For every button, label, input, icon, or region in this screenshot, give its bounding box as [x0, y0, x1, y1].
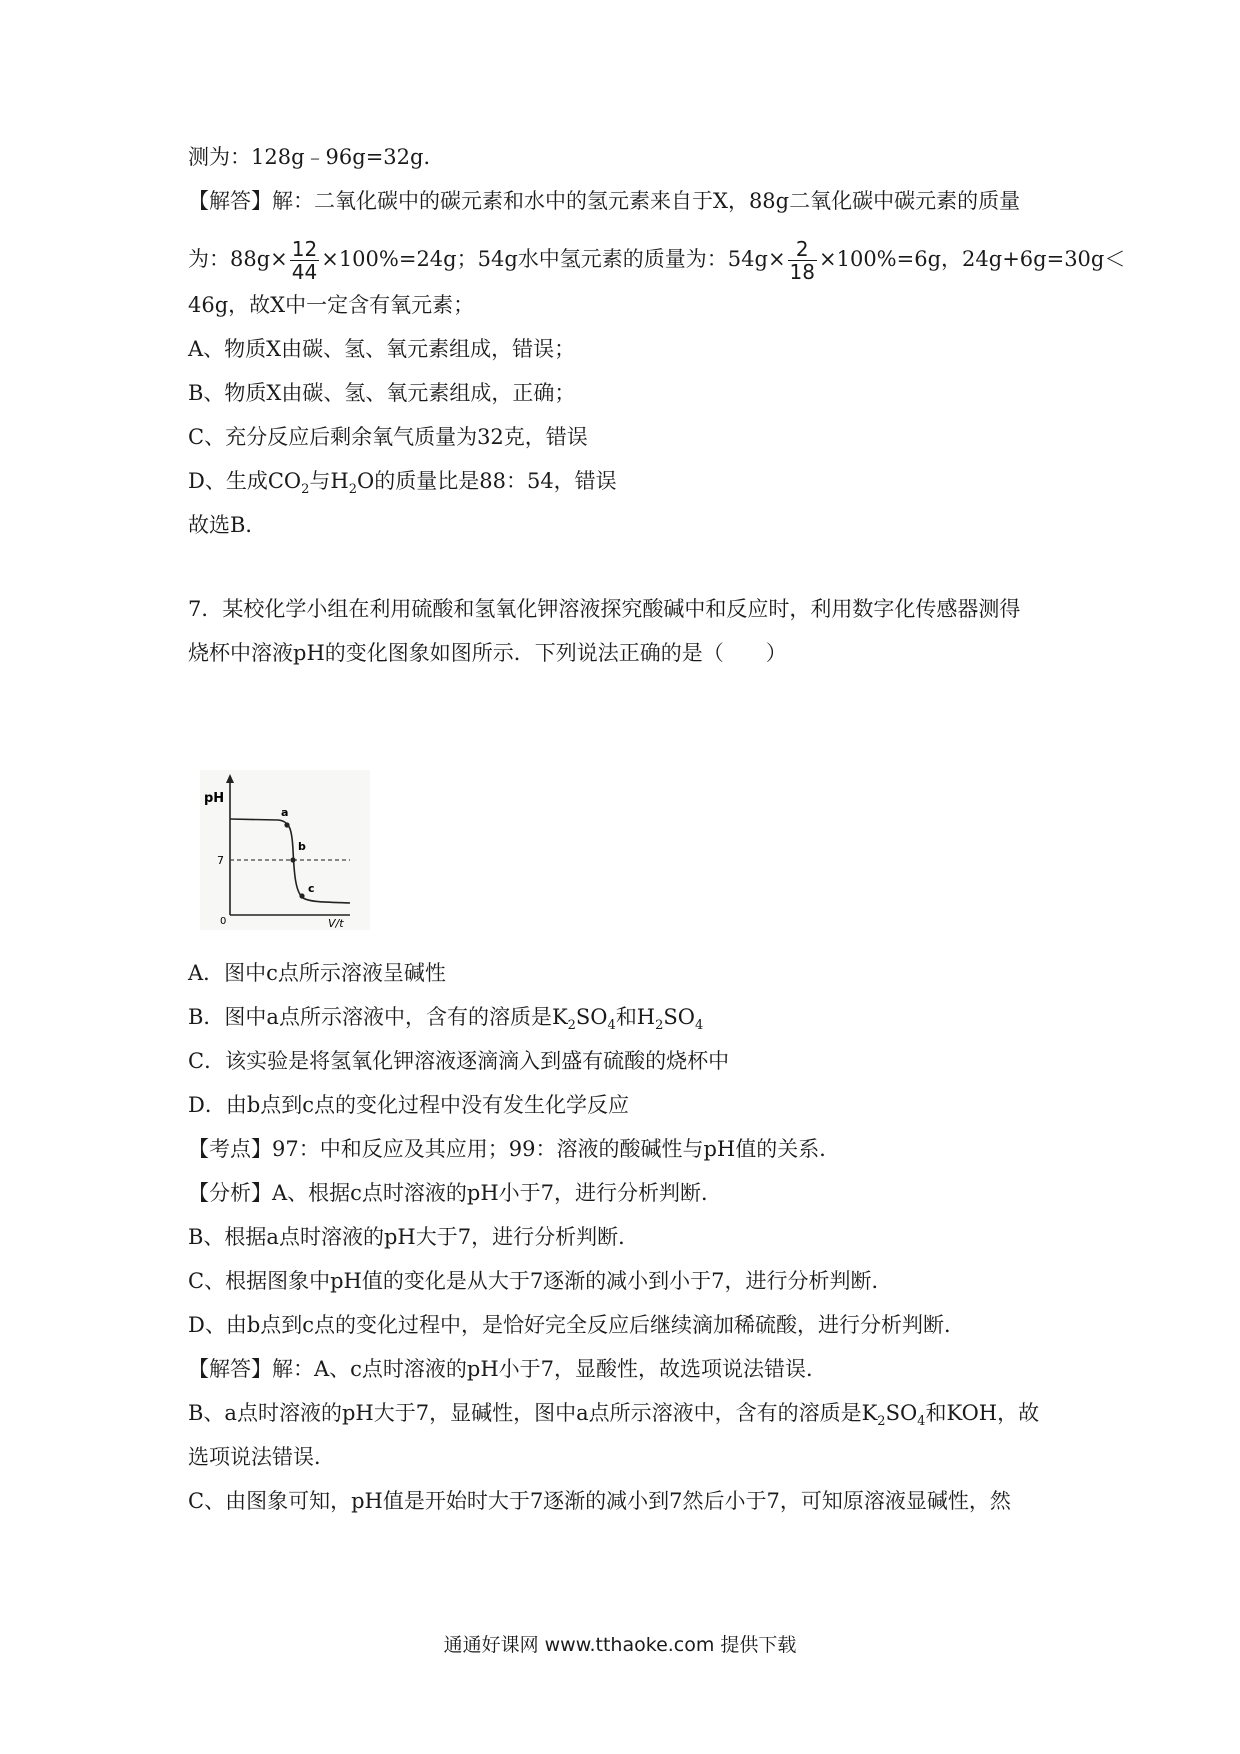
text-line	[188, 466, 1068, 505]
text-segment: 与H	[309, 469, 349, 493]
point-a-marker	[284, 822, 289, 827]
subscript: 2	[567, 1018, 576, 1034]
subscript: 4	[695, 1018, 704, 1034]
text-line: 46g，故X中一定含有氧元素；	[188, 293, 475, 317]
denominator: 18	[789, 260, 815, 284]
text-segment: D、生成CO	[188, 469, 302, 493]
point-b-marker	[290, 857, 295, 862]
numerator: 2	[788, 238, 817, 261]
text-line: 故选B．	[188, 513, 267, 537]
point-c-marker	[299, 893, 304, 898]
text-segment: B、a点时溶液的pH大于7，显碱性，图中a点所示溶液中，含有的溶质是K	[188, 1401, 878, 1425]
analysis-line: B、根据a点时溶液的pH大于7，进行分析判断．	[188, 1225, 640, 1249]
point-a-label: a	[281, 806, 289, 819]
text-segment: 和H	[615, 1005, 656, 1029]
numerator: 12	[291, 237, 318, 261]
option-a: A．图中c点所示溶液呈碱性	[188, 961, 446, 985]
text-line: A、物质X由碳、氢、氧元素组成，错误；	[188, 337, 576, 361]
subscript: 4	[917, 1414, 926, 1430]
question-7-line-2: 烧杯中溶液pH的变化图象如图所示．下列说法正确的是（ ）	[188, 641, 787, 665]
text-segment: O的质量比是88：54，错误	[357, 469, 617, 493]
formula-line	[188, 234, 1126, 284]
point-c-label: c	[308, 882, 315, 895]
text-segment: SO	[663, 1005, 696, 1029]
text-line: 测为：128g﹣96g=32g．	[188, 145, 445, 169]
text-line: B、物质X由碳、氢、氧元素组成，正确；	[188, 381, 576, 405]
text-segment: 和KOH，故	[925, 1401, 1040, 1425]
x-axis-label: V/t	[328, 917, 344, 930]
subscript: 4	[607, 1018, 616, 1034]
option-b	[188, 1002, 1068, 1041]
option-c: C．该实验是将氢氧化钾溶液逐滴滴入到盛有硫酸的烧杯中	[188, 1049, 730, 1073]
subscript: 2	[655, 1018, 664, 1034]
y-axis-label: pH	[204, 791, 225, 806]
text-segment: SO	[575, 1005, 608, 1029]
answer-line: C、由图象可知，pH值是开始时大于7逐渐的减小到7然后小于7，可知原溶液显碱性，然	[188, 1489, 1011, 1513]
answer-line: 【解答】解：A、c点时溶液的pH小于7，显酸性，故选项说法错误．	[188, 1357, 828, 1381]
analysis-line: 【分析】A、根据c点时溶液的pH小于7，进行分析判断．	[188, 1181, 723, 1205]
kaodian-line: 【考点】97：中和反应及其应用；99：溶液的酸碱性与pH值的关系．	[188, 1137, 841, 1161]
fraction-12-44	[290, 238, 319, 283]
text-segment: B．图中a点所示溶液中，含有的溶质是K	[188, 1005, 568, 1029]
subscript: 2	[877, 1414, 886, 1430]
ph-curve-figure	[200, 770, 370, 930]
point-b-label: b	[298, 840, 306, 853]
text-segment: ×100%=24g；54g水中氢元素的质量为：54g×	[321, 247, 786, 271]
subscript: 2	[301, 482, 310, 498]
fraction-2-18	[788, 238, 817, 283]
text-segment: 为：88g×	[188, 247, 288, 271]
ph-curve-svg	[200, 770, 370, 930]
denominator: 44	[291, 260, 318, 284]
analysis-line: C、根据图象中pH值的变化是从大于7逐渐的减小到小于7，进行分析判断．	[188, 1269, 893, 1293]
tick-label-7: 7	[217, 854, 224, 867]
question-7-line-1: 7．某校化学小组在利用硫酸和氢氧化钾溶液探究酸碱中和反应时，利用数字化传感器测得	[188, 597, 1021, 621]
text-segment: ×100%=6g，24g+6g=30g＜	[819, 247, 1126, 271]
figure-background	[200, 770, 370, 930]
answer-line: 选项说法错误．	[188, 1445, 335, 1469]
text-segment: SO	[885, 1401, 918, 1425]
page-footer: 通通好课网 www.tthaoke.com 提供下载	[443, 1634, 797, 1656]
origin-label: 0	[220, 916, 227, 927]
analysis-line: D、由b点到c点的变化过程中，是恰好完全反应后继续滴加稀硫酸，进行分析判断．	[188, 1313, 966, 1337]
option-d: D．由b点到c点的变化过程中没有发生化学反应	[188, 1093, 630, 1117]
text-line: C、充分反应后剩余氧气质量为32克，错误	[188, 425, 588, 449]
answer-line	[188, 1398, 1068, 1437]
subscript: 2	[348, 482, 358, 498]
text-line: 【解答】解：二氧化碳中的碳元素和水中的氢元素来自于X，88g二氧化碳中碳元素的质量	[188, 189, 1021, 213]
